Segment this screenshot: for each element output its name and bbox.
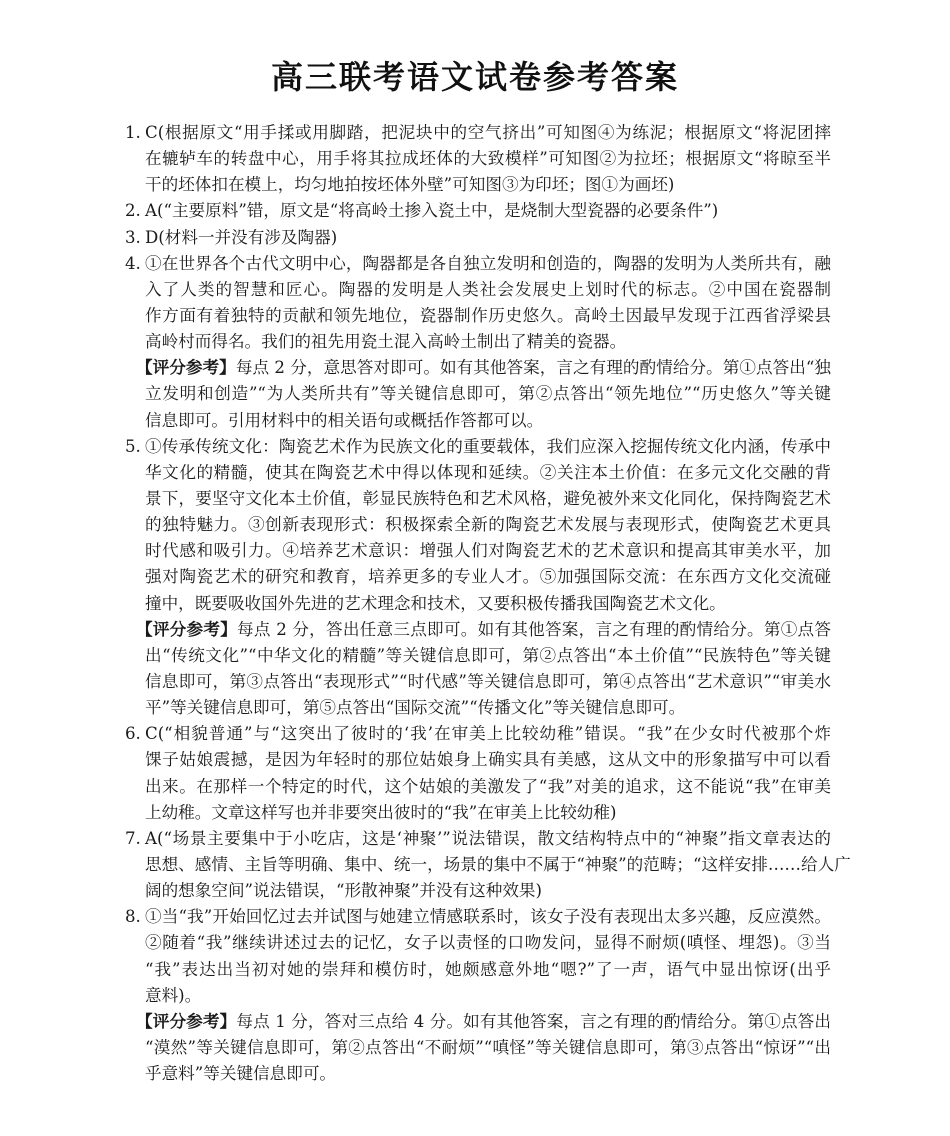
question-number: 2. <box>125 201 141 221</box>
scoring-line <box>145 1035 831 1061</box>
answer-item <box>125 721 831 826</box>
answer-line: 出来。在那样一个特定的时代，这个姑娘的美激发了“我”对美的追求，这不能说“我”在审美 <box>145 776 831 796</box>
answer-line: ①当“我”开始回忆过去并试图与她建立情感联系时，该女子没有表现出太多兴趣，反应漠然。 <box>145 907 831 927</box>
answer-line: 馃子姑娘震撼，是因为年轻时的那位姑娘身上确实具有美感，这从文中的形象描写中可以看 <box>145 750 831 770</box>
scoring-line <box>145 669 831 695</box>
scoring-line <box>145 381 831 407</box>
scoring-line <box>136 1009 832 1035</box>
scoring-line <box>145 408 831 434</box>
answer-line: 景下，要坚守文化本土价值，彰显民族特色和艺术风格，避免被外来文化同化，保持陶瓷艺术 <box>145 488 831 508</box>
answer-line: 华文化的精髓，使其在陶瓷艺术中得以体现和延续。②关注本土价值：在多元文化交融的背 <box>145 462 831 482</box>
question-number: 7. <box>125 828 141 848</box>
answer-line: A(“主要原料”错，原文是“将高岭土掺入瓷土中，是烧制大型瓷器的必要条件”) <box>145 201 719 221</box>
question-number: 5. <box>125 436 141 456</box>
answer-line: 思想、感情、主旨等明确、集中、统一，场景的集中不属于“神聚”的范畴；“这样安排……给人广 <box>145 854 851 874</box>
scoring-label: 【评分参考】 <box>136 1011 237 1031</box>
answer-line: A(“场景主要集中于小吃店，这是‘神聚’”说法错误，散文结构特点中的“神聚”指文章表达的 <box>145 828 831 848</box>
answer-item <box>125 434 831 722</box>
answer-line: 高岭村而得名。我们的祖先用瓷土混入高岭土制出了精美的瓷器。 <box>145 332 627 352</box>
scoring-line <box>145 643 831 669</box>
scoring-line <box>145 695 831 721</box>
answer-item <box>125 198 831 224</box>
answer-line: 撞中，既要吸收国外先进的艺术理念和技术，又要积极传播我国陶瓷艺术文化。 <box>145 593 726 613</box>
scoring-text: 信息即可，第③点答出“表现形式”“时代感”等关键信息即可，第④点答出“艺术意识”“审美水 <box>145 671 831 691</box>
answer-line: 干的坯体扣在模上，均匀地拍按坯体外壁”可知图③为印坯；图①为画坯) <box>145 175 675 195</box>
answer-line: 阔的想象空间”说法错误，“形散神聚”并没有这种效果) <box>145 881 542 901</box>
page-title: 高三联考语文试卷参考答案 <box>270 58 679 96</box>
scoring-line <box>136 355 832 381</box>
answer-line: 上幼稚。文章这样写也并非要突出彼时的“我”在审美上比较幼稚) <box>145 802 617 822</box>
scoring-label: 【评分参考】 <box>136 358 236 378</box>
answer-item <box>125 120 831 198</box>
question-number: 3. <box>125 227 141 247</box>
question-number: 6. <box>125 724 141 744</box>
answer-line: C(根据原文“用手揉或用脚踏，把泥块中的空气挤出”可知图④为练泥；根据原文“将泥团摔 <box>145 123 831 142</box>
scoring-line <box>136 617 831 643</box>
scoring-text: 乎意料”等关键信息即可。 <box>145 1064 337 1084</box>
answer-list <box>125 120 851 1087</box>
answer-line: D(材料一并没有涉及陶器) <box>145 227 338 247</box>
answer-item <box>125 904 832 1087</box>
answer-line: 时代感和吸引力。④培养艺术意识：增强人们对陶瓷艺术的艺术意识和提高其审美水平，加 <box>145 541 831 561</box>
answer-line: 意料)。 <box>145 985 202 1005</box>
answer-line: 的独特魅力。③创新表现形式：积极探索全新的陶瓷艺术发展与表现形式，使陶瓷艺术更具 <box>145 515 831 535</box>
scoring-text: 平”等关键信息即可，第⑤点答出“国际交流”“传播文化”等关键信息即可。 <box>145 698 686 718</box>
scoring-text: 信息即可。引用材料中的相关语句或概括作答都可以。 <box>145 410 544 430</box>
answer-item <box>125 826 851 904</box>
scoring-line <box>145 1061 831 1087</box>
answer-line: 作方面有着独特的贡献和领先地位，瓷器制作历史悠久。高岭土因最早发现于江西省浮梁县 <box>145 305 831 325</box>
question-number: 1. <box>125 123 141 142</box>
scoring-text: 每点 2 分，答出任意三点即可。如有其他答案，言之有理的酌情给分。第①点答 <box>237 619 831 639</box>
scoring-text: “漠然”等关键信息即可，第②点答出“不耐烦”“嗔怪”等关键信息即可，第③点答出“惊讶”“出 <box>145 1037 831 1057</box>
scoring-text: 每点 1 分，答对三点给 4 分。如有其他答案，言之有理的酌情给分。第①点答出 <box>236 1011 832 1031</box>
answer-line: ①在世界各个古代文明中心，陶器都是各自独立发明和创造的，陶器的发明为人类所共有，融 <box>145 253 831 273</box>
question-number: 8. <box>125 907 141 927</box>
scoring-text: 每点 2 分，意思答对即可。如有其他答案，言之有理的酌情给分。第①点答出“独 <box>235 358 832 378</box>
answer-line: 入了人类的智慧和匠心。陶器的发明是人类社会发展史上划时代的标志。②中国在瓷器制 <box>145 279 831 299</box>
answer-line: “我”表达出当初对她的崇拜和模仿时，她颇感意外地“嗯?”了一声，语气中显出惊讶(出乎 <box>145 959 831 979</box>
answer-item <box>125 251 832 434</box>
scoring-label: 【评分参考】 <box>136 619 238 639</box>
question-number: 4. <box>125 253 141 273</box>
scoring-text: 出“传统文化”“中华文化的精髓”等关键信息即可，第②点答出“本土价值”“民族特色”等关键 <box>145 645 831 665</box>
answer-line: ①传承传统文化：陶瓷艺术作为民族文化的重要载体，我们应深入挖掘传统文化内涵，传承中 <box>145 436 831 456</box>
answer-line: C(“相貌普通”与“这突出了彼时的‘我’在审美上比较幼稚”错误。“我”在少女时代被那个炸 <box>145 724 831 744</box>
answer-line: ②随着“我”继续讲述过去的记忆，女子以责怪的口吻发问，显得不耐烦(嗔怪、埋怨)。③当 <box>145 933 831 953</box>
answer-line: 强对陶瓷艺术的研究和教育，培养更多的专业人才。⑤加强国际交流：在东西方文化交流碰 <box>145 567 831 587</box>
scoring-text: 立发明和创造”“为人类所共有”等关键信息即可，第②点答出“领先地位”“历史悠久”等关键 <box>145 384 831 404</box>
answer-item <box>125 225 831 251</box>
answer-line: 在辘轳车的转盘中心，用手将其拉成坯体的大致模样”可知图②为拉坯；根据原文“将晾至半 <box>145 149 831 169</box>
